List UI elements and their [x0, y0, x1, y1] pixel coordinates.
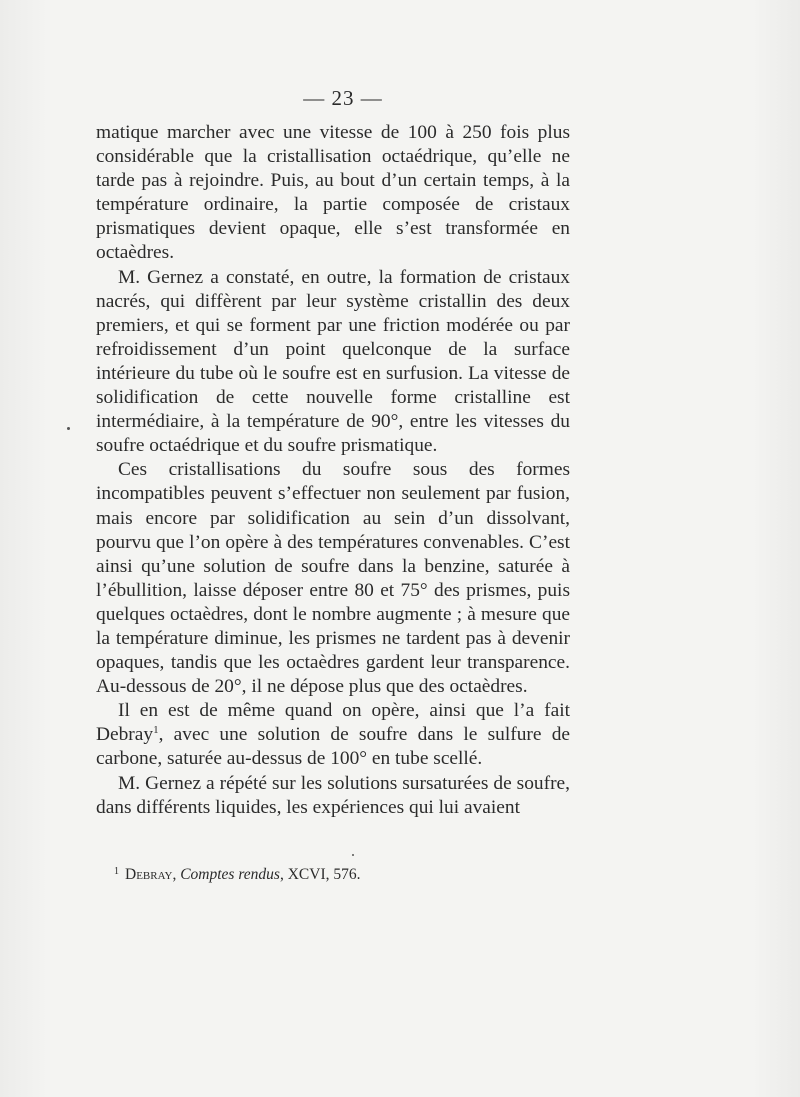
paper-speck [67, 427, 70, 430]
footnote-author: Debray [125, 866, 173, 883]
page-number: — 23 — [303, 86, 383, 110]
paragraph-4-end: , avec une solution de soufre dans le sulfure de carbone, saturée au-dessus de 100° en tube scellé. [96, 724, 570, 770]
footnote-mark: 1 [114, 866, 119, 877]
paragraph-1: matique marcher avec une vitesse de 100 à 250 fois plus considérable que la cristallisation octaédrique, qu’elle ne tarde pas à rejoindre. Puis, au bout d’un certain temps, à la température ordinaire, la partie composée de cristaux prismatiques devient opaque, elle s’est transformée en octaèdres. [96, 122, 570, 264]
paper-speck [352, 854, 354, 856]
paragraph-5: M. Gernez a répété sur les solutions sursaturées de soufre, dans différents liquides, les expériences qui lui avaient [96, 772, 570, 818]
paragraph-4-start: Il en est de même quand on opère, ainsi que l’a fait Debray [96, 700, 570, 746]
footnote-reference: 1 [153, 724, 159, 737]
paragraph-4 [96, 699, 570, 771]
footnote-reference-text: , XCVI, 576. [279, 866, 361, 883]
footnote-work: Comptes rendus [180, 866, 280, 883]
paragraph-3: Ces cristallisations du soufre sous des formes incompatibles peuvent s’effectuer non seulement par fusion, mais encore par solidification au sein d’un dissolvant, pourvu que l’on opère à des températures convenables. C’est ainsi qu’une solution de soufre dans la benzine, saturée à l’ébullition, laisse déposer entre 80 et 75° des prismes, puis quelques octaèdres, dont le nombre augmente ; à mesure que la température diminue, les prismes ne tardent pas à devenir opaques, tandis que les octaèdres gardent leur transparence. Au-dessous de 20°, il ne dépose plus que des octaèdres. [96, 459, 570, 698]
paragraph-2: M. Gernez a constaté, en outre, la formation de cristaux nacrés, qui diffèrent par leur système cristallin des deux premiers, et qui se forment par une friction modérée ou par refroidissement d’un point quelconque de la surface intérieure du tube où le soufre est en surfusion. La vitesse de solidification de cette nouvelle forme cristalline est intermédiaire, à la température de 90°, entre les vitesses du soufre octaédrique et du soufre prismatique. [96, 266, 570, 457]
body-text [96, 121, 570, 820]
footnote: $^1$ Debray, Comptes rendus, XCVI, 576. [114, 866, 361, 883]
